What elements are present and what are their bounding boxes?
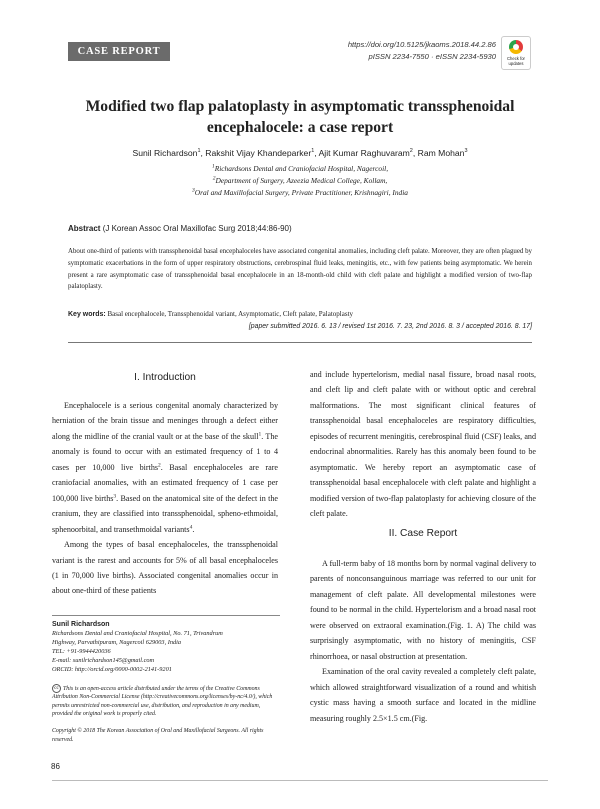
abstract-text: About one-third of patients with transsphenoidal basal encephaloceles have associated congenital anomalies, including cleft palate. Moreover, they are often plagued by symptomatic exacerbations in the form of upper respiratory obstructions, cerebrospinal fluid leaks, meningitis, etc., with few patients being asymptomatic. We herein present a rare asymptomatic case of transsphenoidal basal encephalocele in an 18-month-old child with cleft palate and highlight a modified version of two-flap palatoplasty.: [68, 248, 532, 291]
affiliation: $^2$Department of Surgery, Azeezia Medical College, Kollam,: [212, 175, 388, 185]
corresponding-author-name: Sunil Richardson: [52, 621, 110, 628]
author-sup: 1: [311, 148, 315, 155]
intro-left-column: [52, 398, 278, 599]
article-type-badge: CASE REPORT: [68, 42, 170, 61]
issn-text: pISSN 2234-7550 · eISSN 2234-5930: [368, 52, 496, 61]
intro-right-column: [310, 367, 536, 522]
check-for-updates-label: Check for updates: [507, 56, 525, 66]
article-title: [60, 96, 540, 138]
paragraph: and include hypertelorism, medial nasal fissure, broad nasal roots, and cleft lip and cleft palate with or without optic and cerebral malformations. The most significant clinical features of transsphenoidal basal encephaloceles are respiratory difficulties, episodes of recurrent meningitis, cerebrospinal fluid (CSF) leaks, and endocrinal abnormalities. Rarely has this anomaly been found to be asymptomatic. We hereby report an asymptomatic case of transsphenoidal basal encephalocele with cleft palate and highlight a modified version of two-flap palatoplasty for achieving closure of the cleft palate.: [310, 370, 536, 519]
abstract-label: Abstract: [68, 224, 101, 233]
author-sup: 3: [464, 148, 468, 155]
author-name: Rakshit Vijay Khandeparker: [205, 148, 312, 158]
page-number: 86: [51, 762, 60, 771]
affiliation: $^1$Richardsons Dental and Craniofacial Hospital, Nagercoil,: [211, 163, 389, 173]
title-line-2: encephalocele: a case report: [206, 119, 394, 136]
author-sup: 1: [197, 148, 201, 155]
intro-heading: I. Introduction: [134, 372, 196, 383]
creative-commons-icon: cc: [52, 684, 61, 693]
orcid-link[interactable]: ORCID: http://orcid.org/0000-0002-2141-9201: [52, 666, 172, 674]
footnote-divider: [52, 615, 280, 616]
paragraph: Examination of the oral cavity revealed a completely cleft palate, which allowed straightforward visualization of a round and whitish cystic mass having a smooth surface and located in the midline measuring roughly 2.5×1.5 cm.(Fig.: [310, 667, 536, 723]
journal-citation: (J Korean Assoc Oral Maxillofac Surg 2018;44:86-90): [102, 224, 292, 233]
affiliation: $^3$Oral and Maxillofacial Surgery, Private Practitioner, Krishnagiri, India: [192, 187, 408, 197]
author-name: Sunil Richardson: [132, 148, 198, 158]
paragraph: Among the types of basal encephaloceles, the transsphenoidal variant is the rarest and accounts for 5% of all basal encephaloceles (1 in 70,000 live births). Associated congenital anomalies occur in about one-third of these patients: [52, 540, 278, 596]
crossmark-icon: [509, 40, 523, 54]
author-sup: 2: [409, 148, 413, 155]
title-line-1: Modified two flap palatoplasty in asymptomatic transsphenoidal: [85, 98, 515, 115]
paper-dates: [paper submitted 2016. 6. 13 / revised 1st 2016. 7. 23, 2nd 2016. 8. 3 / accepted 2016. 8. 17]: [248, 323, 532, 330]
paragraph: A full-term baby of 18 months born by normal vaginal delivery to parents of nonconsanguinous marriage was referred to our unit for management of cleft palate. All developmental milestones were found to be normal in the child. Hypertelorism and a broad nasal root were observed on extraoral examination.(Fig. 1. A) The child was surprisingly asymptomatic, with no history of meningitis, CSF rhinorrhoea, or nasal obstruction at presentation.: [310, 559, 536, 661]
check-for-updates-button[interactable]: [501, 36, 531, 70]
copyright-notice: Copyright © 2018 The Korean Association of Oral and Maxillofacial Surgeons. All rights reserved.: [52, 728, 264, 743]
abstract-heading: [68, 224, 292, 233]
author-list: Sunil Richardson$^1$, Rakshit Vijay Khandeparker$^1$, Ajit Kumar Raghuvaram$^2$, Ram Mohan$^3$: [132, 148, 468, 158]
paragraph: Encephalocele is a serious congenital anomaly characterized by herniation of the brain tissue and meninges through a defect either along the midline of the cranial vault or at the base of the skull$^1$. The anomaly is found to occur with an estimated frequency of 1 to 4 cases per 10,000 live births$^2$. Basal encephaloceles are rare craniofacial anomalies, with an estimated frequency of 1 case per 100,000 live births$^3$. Based on the anatomical site of the defect in the cranium, they are classified into transsphenoidal, spheno-ethmoidal, sphenoorbital, and transethmoidal variants$^4$.: [52, 401, 278, 534]
keywords: [68, 310, 532, 318]
doi-link[interactable]: https://doi.org/10.5125/jkaoms.2018.44.2.86: [347, 40, 496, 49]
case-report-heading: II. Case Report: [388, 528, 458, 539]
section-divider: [68, 342, 532, 343]
license-notice: cc This is an open-access article distributed under the terms of the Creative Commons Attribution Non-Commercial License (http://creativecommons.org/licenses/by-nc/4.0/), which permits unrestricted non-commercial use, distribution, and reproduction in any medium, provided the original work is properly cited.: [52, 685, 273, 718]
corresponding-author: Sunil Richardson Richardsons Dental and Craniofacial Hospital, No. 71, Trivandrum Highway, Parvathipuram, Nagercoil 629003, India TEL: +91-9944420036 E-mail: sunilrichardson145@gmail.com ORCID: http://orcid.org/0000-0002-2141-9201: [52, 620, 292, 675]
author-name: Ram Mohan: [417, 148, 465, 158]
footer-divider: [52, 780, 548, 781]
email-link[interactable]: E-mail: sunilrichardson145@gmail.com: [52, 657, 155, 665]
author-name: Ajit Kumar Raghuvaram: [318, 148, 410, 158]
keywords-text: Basal encephalocele, Transsphenoidal variant, Asymptomatic, Cleft palate, Palatoplasty: [107, 310, 354, 318]
case-report-column: [310, 556, 536, 726]
keywords-label: Key words:: [68, 311, 106, 318]
